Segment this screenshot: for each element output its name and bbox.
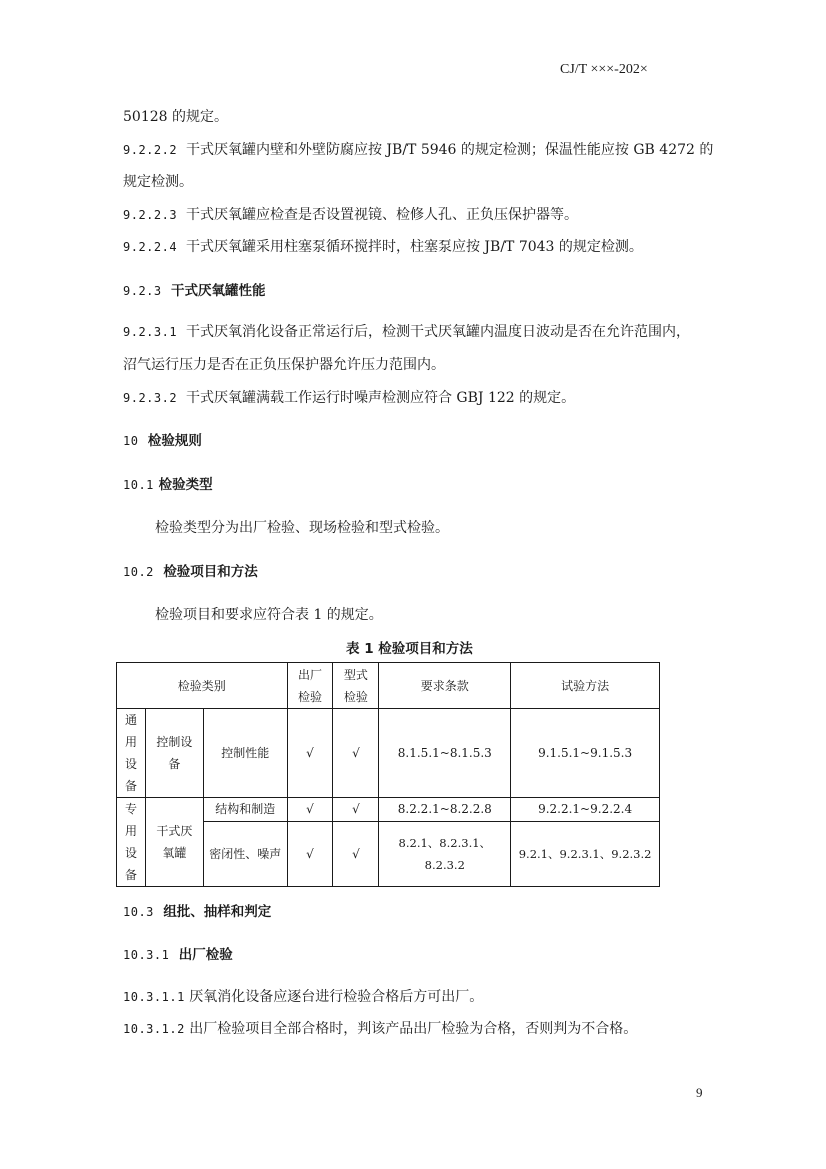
- cell-type: √: [333, 821, 379, 886]
- heading-number: 10.1: [123, 478, 154, 492]
- cell-item: 密闭性、噪声: [203, 821, 287, 886]
- heading-number: 10.3: [123, 905, 154, 919]
- group-label: 专用设备: [124, 802, 137, 882]
- cell-factory: √: [287, 798, 333, 822]
- cell-requirement: 8.2.2.1~8.2.2.8: [379, 798, 511, 822]
- cell-factory: √: [287, 821, 333, 886]
- clause-number: 9.2.2.4: [123, 240, 178, 254]
- group-label: 通用设备: [124, 713, 137, 793]
- clause-continuation: 沼气运行压力是否在正负压保护器允许压力范围内。: [123, 357, 445, 373]
- section-heading-10-3: [123, 902, 271, 922]
- clause-number: 10.3.1.2: [123, 1022, 185, 1036]
- cell-method: 9.2.2.1~9.2.2.4: [511, 798, 660, 822]
- paragraph-continuation: 50128 的规定。: [123, 109, 228, 125]
- heading-text: 组批、抽样和判定: [163, 904, 272, 920]
- section-heading-9-2-3: [123, 281, 266, 301]
- cell-method: 9.2.1、9.2.3.1、9.2.3.2: [511, 821, 660, 886]
- paragraph-table-ref: 检验项目和要求应符合表 1 的规定。: [155, 607, 383, 623]
- clause-continuation: 规定检测。: [123, 174, 193, 190]
- clause-9-2-3-2: [123, 388, 575, 408]
- section-heading-10-3-1: [123, 945, 233, 965]
- cell-group: [117, 709, 146, 798]
- table-row: [117, 709, 660, 798]
- heading-text: 检验类型: [158, 477, 213, 493]
- clause-number: 9.2.3.1: [123, 325, 178, 339]
- inspection-table: [116, 662, 660, 887]
- header-requirement: 要求条款: [379, 663, 511, 709]
- heading-number: 10.3.1: [123, 948, 170, 962]
- cell-item: 控制性能: [203, 709, 287, 798]
- heading-number: 10.2: [123, 565, 154, 579]
- clause-text: 干式厌氧罐满载工作运行时噪声检测应符合 GBJ 122 的规定。: [185, 390, 576, 406]
- clause-text: 出厂检验项目全部合格时，判该产品出厂检验为合格，否则判为不合格。: [189, 1021, 638, 1037]
- header-category: 检验类别: [117, 663, 288, 709]
- heading-text: 出厂检验: [178, 947, 233, 963]
- document-code-header: CJ/T ×××-202×: [560, 62, 648, 77]
- clause-text: 干式厌氧罐应检查是否设置视镜、检修人孔、正负压保护器等。: [185, 207, 578, 223]
- header-type-inspection: [333, 663, 379, 709]
- heading-text: 检验项目和方法: [163, 564, 258, 580]
- section-heading-10: [123, 431, 202, 451]
- cell-sub: [145, 709, 203, 798]
- page-number: 9: [696, 1085, 703, 1100]
- clause-10-3-1-1: [123, 987, 483, 1007]
- clause-9-2-2-2: [123, 140, 713, 160]
- cell-type: √: [333, 709, 379, 798]
- clause-number: 9.2.3.2: [123, 391, 178, 405]
- sub-label: 干式厌氧罐: [156, 824, 193, 860]
- clause-text: 干式厌氧罐采用柱塞泵循环搅拌时，柱塞泵应按 JB/T 7043 的规定检测。: [185, 239, 643, 255]
- heading-text: 检验规则: [147, 433, 202, 449]
- cell-factory: √: [287, 709, 333, 798]
- table-row: [117, 798, 660, 822]
- cell-group: [117, 798, 146, 887]
- clause-number: 10.3.1.1: [123, 990, 185, 1004]
- cell-sub: [145, 798, 203, 887]
- section-heading-10-2: [123, 562, 258, 582]
- heading-text: 干式厌氧罐性能: [171, 283, 266, 299]
- table-header-row: [117, 663, 660, 709]
- header-type-label: 型式检验: [343, 667, 368, 704]
- clause-text: 干式厌氧消化设备正常运行后，检测干式厌氧罐内温度日波动是否在允许范围内，: [185, 324, 690, 340]
- header-method: 试验方法: [511, 663, 660, 709]
- cell-requirement: 8.1.5.1~8.1.5.3: [379, 709, 511, 798]
- cell-method: 9.1.5.1~9.1.5.3: [511, 709, 660, 798]
- clause-10-3-1-2: [123, 1019, 637, 1039]
- cell-type: √: [333, 798, 379, 822]
- header-factory-label: 出厂检验: [297, 667, 322, 704]
- header-factory-inspection: [287, 663, 333, 709]
- cell-item: 结构和制造: [203, 798, 287, 822]
- clause-text: 厌氧消化设备应逐台进行检验合格后方可出厂。: [189, 989, 484, 1005]
- paragraph-inspection-types: 检验类型分为出厂检验、现场检验和型式检验。: [155, 520, 449, 536]
- table-caption: 表 1 检验项目和方法: [346, 641, 473, 657]
- clause-9-2-2-4: [123, 237, 643, 257]
- clause-9-2-3-1: [123, 322, 690, 342]
- clause-number: 9.2.2.2: [123, 143, 178, 157]
- sub-label: 控制设备: [156, 735, 193, 771]
- section-heading-10-1: [123, 475, 213, 495]
- clause-9-2-2-3: [123, 205, 578, 225]
- heading-number: 10: [123, 434, 139, 448]
- cell-requirement: 8.2.1、8.2.3.1、8.2.3.2: [379, 821, 511, 886]
- clause-text: 干式厌氧罐内壁和外壁防腐应按 JB/T 5946 的规定检测；保温性能应按 GB 4272 的: [185, 142, 714, 158]
- clause-number: 9.2.2.3: [123, 208, 178, 222]
- heading-number: 9.2.3: [123, 284, 162, 298]
